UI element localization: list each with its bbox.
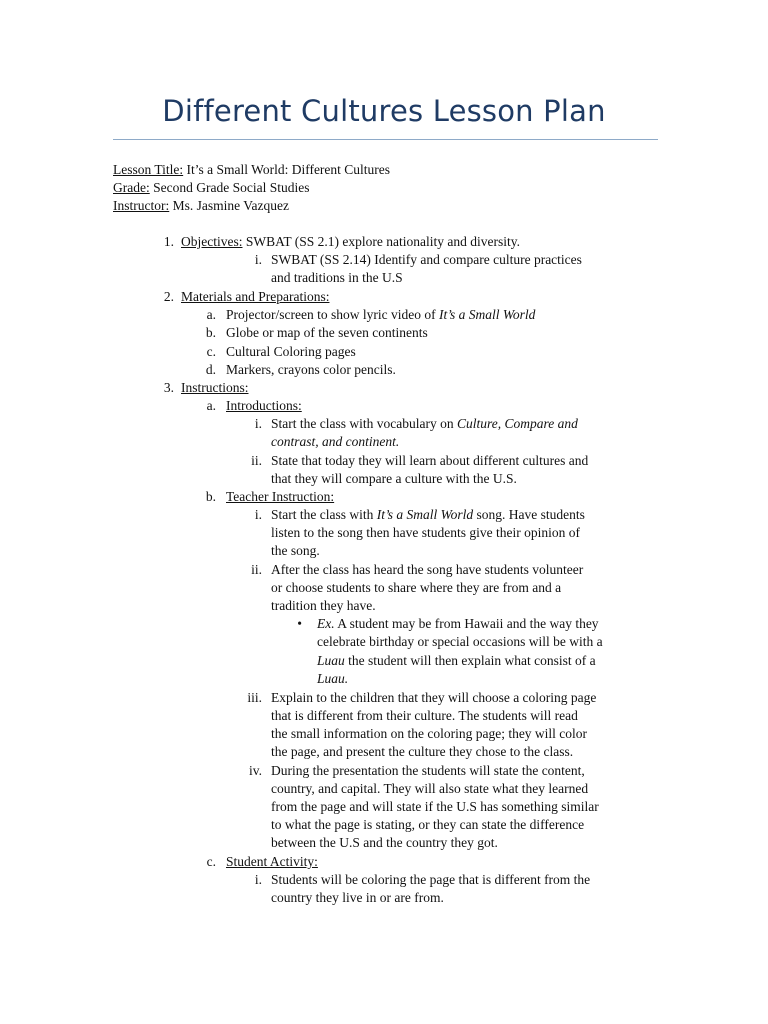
lesson-title-value: It’s a Small World: Different Cultures — [183, 162, 391, 177]
bullet-line: celebrate birthday or special occasions will be with a — [317, 634, 603, 649]
teacher-instruction-marker: b. — [205, 489, 216, 504]
objective-item-line: and traditions in the U.S — [271, 270, 403, 285]
materials-marker: 2. — [163, 289, 174, 304]
materials-item-text: Projector/screen to show lyric video of — [226, 307, 439, 322]
teacher-item-marker: iii. — [247, 690, 262, 705]
student-activity-item-marker: i. — [254, 872, 262, 887]
materials-item: Globe or map of the seven continents — [226, 325, 428, 340]
teacher-item-text: Start the class with — [271, 507, 377, 522]
bullet-line — [317, 652, 596, 670]
materials-item — [226, 306, 535, 324]
materials-item-marker: c. — [206, 344, 216, 359]
introductions-item-marker: ii. — [251, 453, 262, 468]
teacher-item-line: listen to the song then have students give their opinion of — [271, 525, 580, 540]
teacher-item-line: the small information on the coloring page; they will color — [271, 726, 588, 741]
materials-item: Markers, crayons color pencils. — [226, 362, 396, 377]
teacher-item-line — [271, 506, 585, 524]
teacher-item-line: During the presentation the students will state the content, — [271, 763, 585, 778]
objectives-text: SWBAT (SS 2.1) explore nationality and diversity. — [242, 234, 520, 249]
bullet-italic: Ex. — [317, 616, 335, 631]
materials-item: Cultural Coloring pages — [226, 344, 356, 359]
materials-item-italic: It’s a Small World — [438, 307, 536, 322]
materials-item-marker: b. — [205, 325, 216, 340]
title-divider — [113, 139, 658, 140]
objective-item-line: SWBAT (SS 2.14) Identify and compare culture practices — [271, 252, 582, 267]
teacher-item-line: the song. — [271, 543, 320, 558]
objectives-line — [181, 233, 520, 251]
instructor-line — [113, 197, 289, 215]
lesson-title-label: Lesson Title: — [113, 162, 184, 177]
teacher-item-marker: iv. — [249, 763, 262, 778]
instructor-value: Ms. Jasmine Vazquez — [169, 198, 289, 213]
materials-label: Materials and Preparations: — [181, 289, 330, 304]
teacher-item-line: or choose students to share where they are from and a — [271, 580, 562, 595]
document-title: Different Cultures Lesson Plan — [162, 94, 606, 128]
student-activity-marker: c. — [206, 854, 216, 869]
lesson-title-line — [113, 161, 390, 179]
materials-item-marker: d. — [205, 362, 216, 377]
materials-item-marker: a. — [206, 307, 216, 322]
student-activity-item-line: country they live in or are from. — [271, 890, 444, 905]
bullet-text: A student may be from Hawaii and the way they — [334, 616, 599, 631]
teacher-item-line: between the U.S and the country they got. — [271, 835, 498, 850]
objectives-label: Objectives: — [181, 234, 243, 249]
introductions-label: Introductions: — [226, 398, 302, 413]
introductions-item-line: State that today they will learn about different cultures and — [271, 453, 589, 468]
teacher-item-marker: i. — [254, 507, 262, 522]
teacher-item-line: from the page and will state if the U.S has something similar — [271, 799, 599, 814]
introductions-item-italic: contrast, and continent. — [271, 434, 400, 449]
introductions-item-marker: i. — [254, 416, 262, 431]
introductions-item-line — [271, 415, 578, 433]
teacher-item-line: tradition they have. — [271, 598, 376, 613]
introductions-item-text: Start the class with vocabulary on — [271, 416, 457, 431]
student-activity-label: Student Activity: — [226, 854, 318, 869]
bullet-line — [317, 670, 348, 688]
teacher-item-marker: ii. — [251, 562, 262, 577]
bullet-marker: • — [297, 616, 302, 631]
grade-line — [113, 179, 309, 197]
instructions-marker: 3. — [163, 380, 174, 395]
teacher-item-text: song. Have students — [473, 507, 585, 522]
introductions-item-line — [271, 433, 399, 451]
introductions-item-line: that they will compare a culture with the U.S. — [271, 471, 517, 486]
teacher-item-line: After the class has heard the song have students volunteer — [271, 562, 584, 577]
bullet-italic: Luau. — [317, 671, 349, 686]
bullet-italic: Luau — [317, 653, 345, 668]
introductions-item-italic: Culture, Compare and — [456, 416, 578, 431]
introductions-marker: a. — [206, 398, 216, 413]
teacher-item-line: country, and capital. They will also state what they learned — [271, 781, 589, 796]
grade-label: Grade: — [113, 180, 150, 195]
teacher-item-italic: It’s a Small World — [376, 507, 474, 522]
teacher-item-line: that is different from their culture. The students will read — [271, 708, 578, 723]
objective-item-marker: i. — [254, 252, 262, 267]
bullet-line — [317, 615, 599, 633]
teacher-instruction-label: Teacher Instruction: — [226, 489, 335, 504]
teacher-item-line: Explain to the children that they will choose a coloring page — [271, 690, 597, 705]
grade-value: Second Grade Social Studies — [149, 180, 310, 195]
instructions-label: Instructions: — [181, 380, 249, 395]
instructor-label: Instructor: — [113, 198, 170, 213]
teacher-item-line: to what the page is stating, or they can state the difference — [271, 817, 585, 832]
teacher-item-line: the page, and present the culture they chose to the class. — [271, 744, 574, 759]
student-activity-item-line: Students will be coloring the page that is different from the — [271, 872, 591, 887]
objectives-marker: 1. — [163, 234, 174, 249]
bullet-text: the student will then explain what consist of a — [344, 653, 596, 668]
